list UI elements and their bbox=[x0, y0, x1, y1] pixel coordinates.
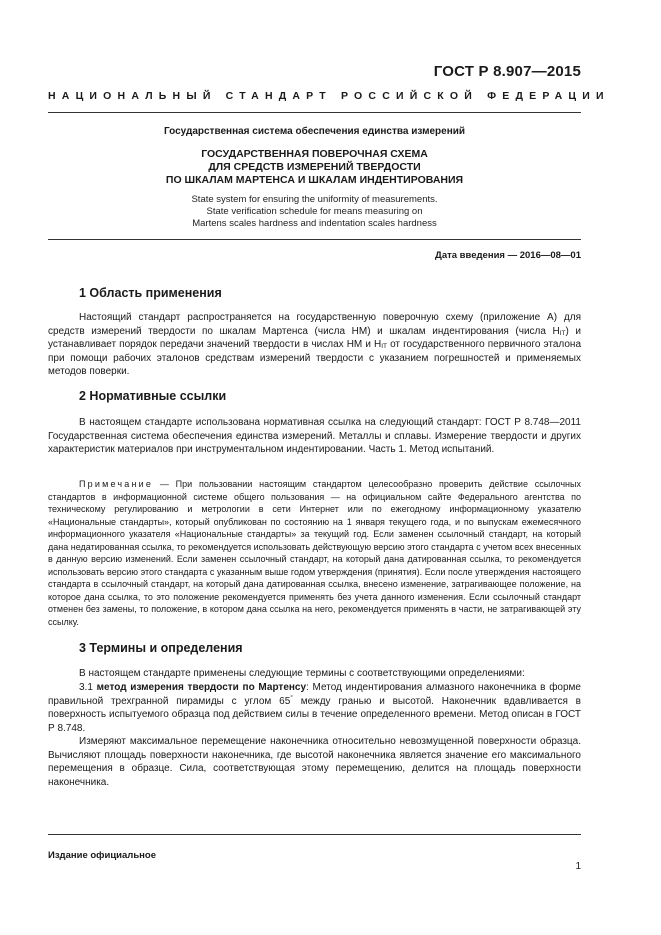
page-number: 1 bbox=[575, 861, 581, 872]
divider-middle bbox=[48, 239, 581, 240]
divider-top bbox=[48, 112, 581, 113]
english-title-line: State system for ensuring the uniformity of measurements. bbox=[191, 194, 438, 205]
english-title bbox=[48, 194, 581, 230]
document-title bbox=[48, 148, 581, 187]
term-name: метод измерения твердости по Мартенсу bbox=[96, 682, 307, 693]
section-3-paragraph: Измеряют максимальное перемещение наконечника относительно невозмущенной поверхности образца. Вычисляют площадь поверхности наконечника, где высотой наконечника является значение его максимального перемещения в образце. Сила, соответствующая этому перемещению, делится на площадь поверхности наконечника. bbox=[48, 736, 581, 788]
system-title: Государственная система обеспечения единства измерений bbox=[163, 126, 466, 137]
note-text: — При пользовании настоящим стандартом целесообразно проверить действие ссылочных стандартов в информационной системе общего пользования — на официальном сайте Федерального агентства по техническому регулированию и метрологии в сети Интернет или по ежегодному информационному указателю «Национальные стандарты», который опубликован по состоянию на 1 января текущего года, и по выпускам ежемесячного информационного указателя «Национальные стандарты» за текущий год. Если заменен ссылочный стандарт, на который дана недатированная ссылка, то рекомендуется использовать действующую версию этого стандарта с учетом всех внесенных в данную версию изменений. Если заменен ссылочный стандарт, на который дана датированная ссылка, то рекомендуется использовать версию этого стандарта с указанным выше годом утверждения (принятия). Если после утверждения настоящего стандарта в ссылочный стандарт, на который дана датированная ссылка, внесено изменение, затрагивающее положение, на которое дана ссылка, то это положение рекомендуется применять без учета данного изменения. Если ссылочный стандарт отменен без замены, то положение, в котором дана ссылка на него, рекомендуется применять в части, не затрагивающей эту ссылку. bbox=[48, 479, 581, 627]
title-line: ДЛЯ СРЕДСТВ ИЗМЕРЕНИЙ ТВЕРДОСТИ bbox=[208, 161, 421, 173]
english-title-line: State verification schedule for means measuring on bbox=[206, 206, 423, 217]
section-2-paragraph: В настоящем стандарте использована нормативная ссылка на следующий стандарт: ГОСТ Р 8.748—2011 Государственная система обеспечения единства измерений. Металлы и сплавы. Измерение твердости и других характеристик материалов при инструментальном индентировании. Часть 1. Метод испытаний. bbox=[48, 417, 581, 455]
document-number: ГОСТ Р 8.907—2015 bbox=[433, 63, 581, 80]
section-1-heading: 1 Область применения bbox=[79, 286, 222, 300]
section-3-heading: 3 Термины и определения bbox=[79, 641, 243, 655]
introduction-date: Дата введения — 2016—08—01 bbox=[435, 250, 581, 261]
term-number: 3.1 bbox=[79, 682, 93, 693]
title-line: ПО ШКАЛАМ МАРТЕНСА И ШКАЛАМ ИНДЕНТИРОВАНИЯ bbox=[165, 174, 464, 186]
english-title-line: Martens scales hardness and indentation scales hardness bbox=[192, 218, 437, 229]
divider-bottom bbox=[48, 834, 581, 835]
section-3-intro: В настоящем стандарте применены следующие термины с соответствующими определениями: bbox=[79, 668, 525, 679]
standard-type-title: НАЦИОНАЛЬНЫЙ СТАНДАРТ РОССИЙСКОЙ ФЕДЕРАЦИИ bbox=[48, 90, 610, 102]
section-2-heading: 2 Нормативные ссылки bbox=[79, 389, 227, 403]
note-label: Примечание bbox=[79, 479, 154, 489]
section-2-note bbox=[48, 478, 581, 628]
title-line: ГОСУДАРСТВЕННАЯ ПОВЕРОЧНАЯ СХЕМА bbox=[201, 148, 428, 160]
term-definition: 3.1 метод измерения твердости по Мартенсу: Метод индентирования алмазного наконечника в форме правильной трехгранной пирамиды с углом 65° между гранью и высотой. Наконечник вдавливается в поверхность испытуемого образца под действием силы в течение определенного времени. Метод описан в ГОСТ Р 8.748. bbox=[48, 682, 581, 734]
section-1-paragraph: Настоящий стандарт распространяется на государственную поверочную схему (приложение А) для средств измерений твердости по шкалам Мартенса (числа НМ) и шкалам индентирования (числа $H_{IT}$) и устанавливает порядок передачи значений твердости в числах НМ и $H_{IT}$ от государственного первичного эталона при помощи рабочих эталонов средствам измерений твердости с указанием погрешностей и применяемых методов поверки. bbox=[48, 312, 582, 377]
edition-label: Издание официальное bbox=[48, 850, 156, 861]
